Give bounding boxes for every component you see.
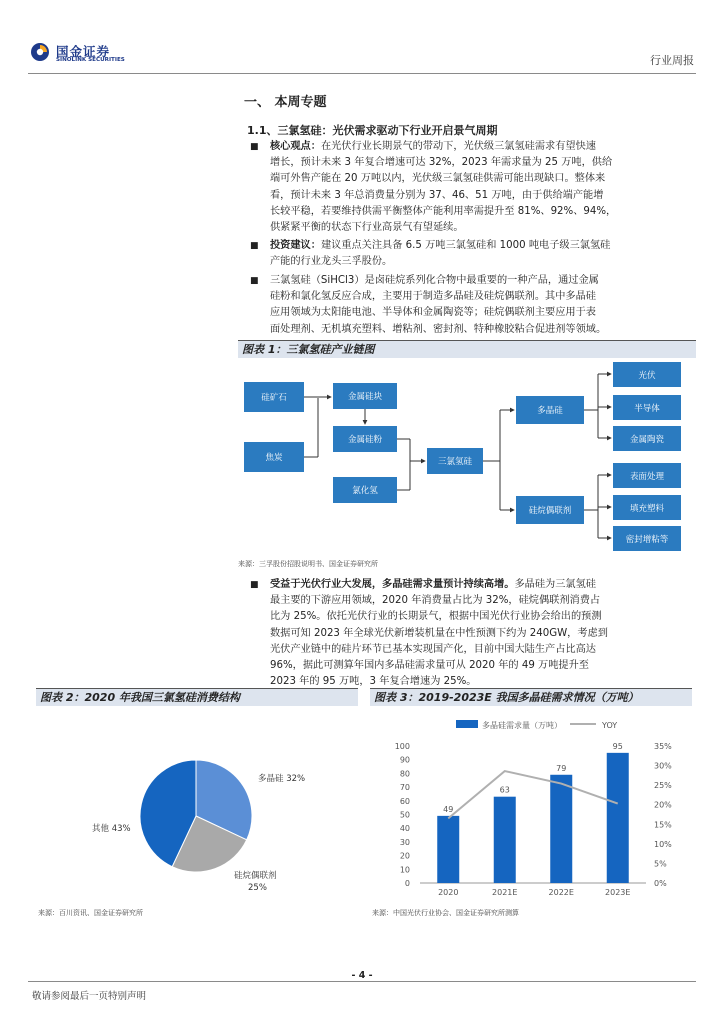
section-title: 一、 本周专题 [244, 95, 327, 110]
node-label: 硅烷偶联剂 [528, 506, 572, 516]
y-left-tick: 70 [399, 783, 410, 793]
legend-bar-swatch [456, 720, 478, 728]
paragraph-investment: 投资建议：建议重点关注具备 6.5 万吨三氯氢硅和 1000 吨电子级三氯氢硅 产能的行业龙头三孚股份。 [270, 240, 611, 268]
bar-data-label: 95 [612, 741, 623, 751]
y-left-tick: 0 [404, 879, 410, 888]
node-label: 金属硅粉 [347, 435, 383, 445]
y-left-tick: 10 [399, 865, 410, 875]
figure3-title: 图表 3：2019-2023E 我国多晶硅需求情况（万吨） [370, 688, 692, 706]
page-number: - 4 - [351, 970, 373, 981]
y-right-tick: 5% [654, 859, 667, 869]
figure2-source: 来源：百川资讯、国金证券研究所 [38, 909, 143, 917]
y-right-tick: 10% [654, 839, 672, 849]
bar-line-chart [370, 708, 692, 904]
y-left-tick: 30 [399, 837, 410, 847]
header-divider [28, 73, 696, 74]
figure1-source: 来源：三孚股份招股说明书、国金证券研究所 [238, 560, 378, 568]
y-right-tick: 35% [654, 742, 672, 751]
report-type: 行业周报 [650, 54, 694, 67]
pie-label-silane: 硅烷偶联剂 [234, 871, 277, 881]
node-label: 密封增粘等 [625, 535, 669, 545]
paragraph-lead: 核心观点： [270, 141, 321, 152]
footer-disclaimer: 敬请参阅最后一页特别声明 [32, 991, 147, 1002]
y-left-tick: 90 [399, 755, 410, 765]
y-left-tick: 20 [399, 851, 410, 861]
company-name-cn: 国金证券 [56, 44, 111, 59]
bullet-icon: ■ [250, 276, 259, 286]
legend-line-label: YOY [602, 721, 618, 730]
pie-label-silane-pct: 25% [248, 883, 267, 893]
figure3-source: 来源：中国光伏行业协会、国金证券研究所测算 [372, 909, 519, 917]
node-label: 表面处理 [629, 472, 665, 482]
y-right-tick: 0% [654, 879, 667, 888]
y-left-tick: 80 [399, 769, 410, 779]
paragraph-intro: 三氯氢硅（SiHCl3）是卤硅烷系列化合物中最重要的一种产品，通过金属 硅粉和氯化氢反应合成，主要用于制造多晶硅及硅烷偶联剂。其中多晶硅 应用领域为太阳能电池、半导体和金属陶瓷等；硅烷偶联剂主要应用于表 面处理剂、无机填充塑料、增粘剂、密封剂、特种橡胶粘合促进剂等领域。 [270, 275, 607, 335]
y-left-tick: 50 [399, 810, 410, 820]
pie-chart [36, 708, 358, 904]
logo-icon [30, 42, 50, 62]
x-tick: 2020 [438, 888, 459, 897]
figure1-title: 图表 1：三氯氢硅产业链图 [238, 340, 696, 358]
figure2-title: 图表 2：2020 年我国三氯氢硅消费结构 [36, 688, 358, 706]
paragraph-core-view: 核心观点：在光伏行业长期景气的带动下，光伏级三氯氢硅需求有望快速 增长，预计未来 3 年复合增速可达 32%，2023 年需求量为 25 万吨，供给 端可外售产能在 20 万吨以内，光伏级三氯氢硅供需可能出现缺口。整体来 看，预计未来 3 年总消费量分别为 37、46、51 万吨，由于供给端产能增 长较平稳，若要维持供需平衡整体产能利用率需提升至 81%、92%、94%， 供紧紧平衡的状态下行业高景气有望延续。 [270, 141, 617, 234]
node-label: 半导体 [634, 404, 660, 414]
x-tick: 2021E [492, 888, 518, 897]
company-logo [30, 40, 170, 68]
node-label: 硅矿石 [261, 393, 287, 403]
y-right-tick: 20% [654, 800, 672, 810]
pie-label-polysilicon: 多晶硅 32% [258, 774, 306, 784]
bullet-icon: ■ [250, 142, 259, 152]
paragraph-lead: 投资建议： [270, 240, 321, 251]
bullet-icon: ■ [250, 580, 259, 590]
footer-divider [28, 981, 696, 982]
x-tick: 2023E [605, 888, 631, 897]
node-label: 焦炭 [265, 453, 283, 463]
bar-2021E [494, 797, 516, 883]
node-label: 光伏 [638, 371, 656, 381]
paragraph-lead: 受益于光伏行业大发展，多晶硅需求量预计持续高增。 [270, 579, 515, 590]
legend-bar-label: 多晶硅需求量（万吨） [482, 721, 562, 730]
y-right-tick: 15% [654, 820, 672, 830]
paragraph-polysilicon: 受益于光伏行业大发展，多晶硅需求量预计持续高增。多晶硅为三氯氢硅 最主要的下游应用领域，2020 年消费量占比为 32%，硅烷偶联剂消费占 比为 25%。依托光伏行业的长期景气，根据中国光伏行业协会给出的预测 数据可知 2023 年全球光伏新增装机量在中性预测下约为 240GW，考虑到 光伏产业链中的硅片环节已基本实现国产化，目前中国大陆生产占比高达 96%，据此可测算年国内多晶硅需求量可从 2020 年的 49 万吨提升至 2023 年的 95 万吨，3 年复合增速为 25%。 [270, 579, 608, 688]
node-label: 三氯氢硅 [437, 457, 473, 467]
x-tick: 2022E [548, 888, 574, 897]
bar-2020 [437, 816, 459, 883]
company-name-en: SINOLINK SECURITIES [56, 57, 125, 63]
pie-label-other: 其他 43% [92, 824, 131, 834]
bar-data-label: 79 [556, 763, 567, 773]
bar-2022E [550, 775, 572, 883]
bar-data-label: 63 [499, 785, 510, 795]
node-label: 多晶硅 [537, 406, 563, 416]
node-label: 填充塑料 [629, 504, 665, 514]
y-left-tick: 100 [394, 742, 410, 751]
node-label: 金属硅块 [347, 392, 383, 402]
bar-2023E [607, 753, 629, 883]
y-left-tick: 60 [399, 796, 410, 806]
bar-data-label: 49 [443, 804, 454, 814]
section-subtitle: 1.1、三氯氢硅：光伏需求驱动下行业开启景气周期 [247, 124, 498, 137]
node-label: 氯化氢 [352, 486, 378, 496]
yoy-line [448, 771, 618, 818]
y-right-tick: 25% [654, 781, 672, 791]
y-left-tick: 40 [399, 824, 410, 834]
node-label: 金属陶瓷 [629, 435, 665, 445]
bullet-icon: ■ [250, 241, 259, 251]
y-right-tick: 30% [654, 761, 672, 771]
industry-chain-diagram [238, 358, 696, 554]
